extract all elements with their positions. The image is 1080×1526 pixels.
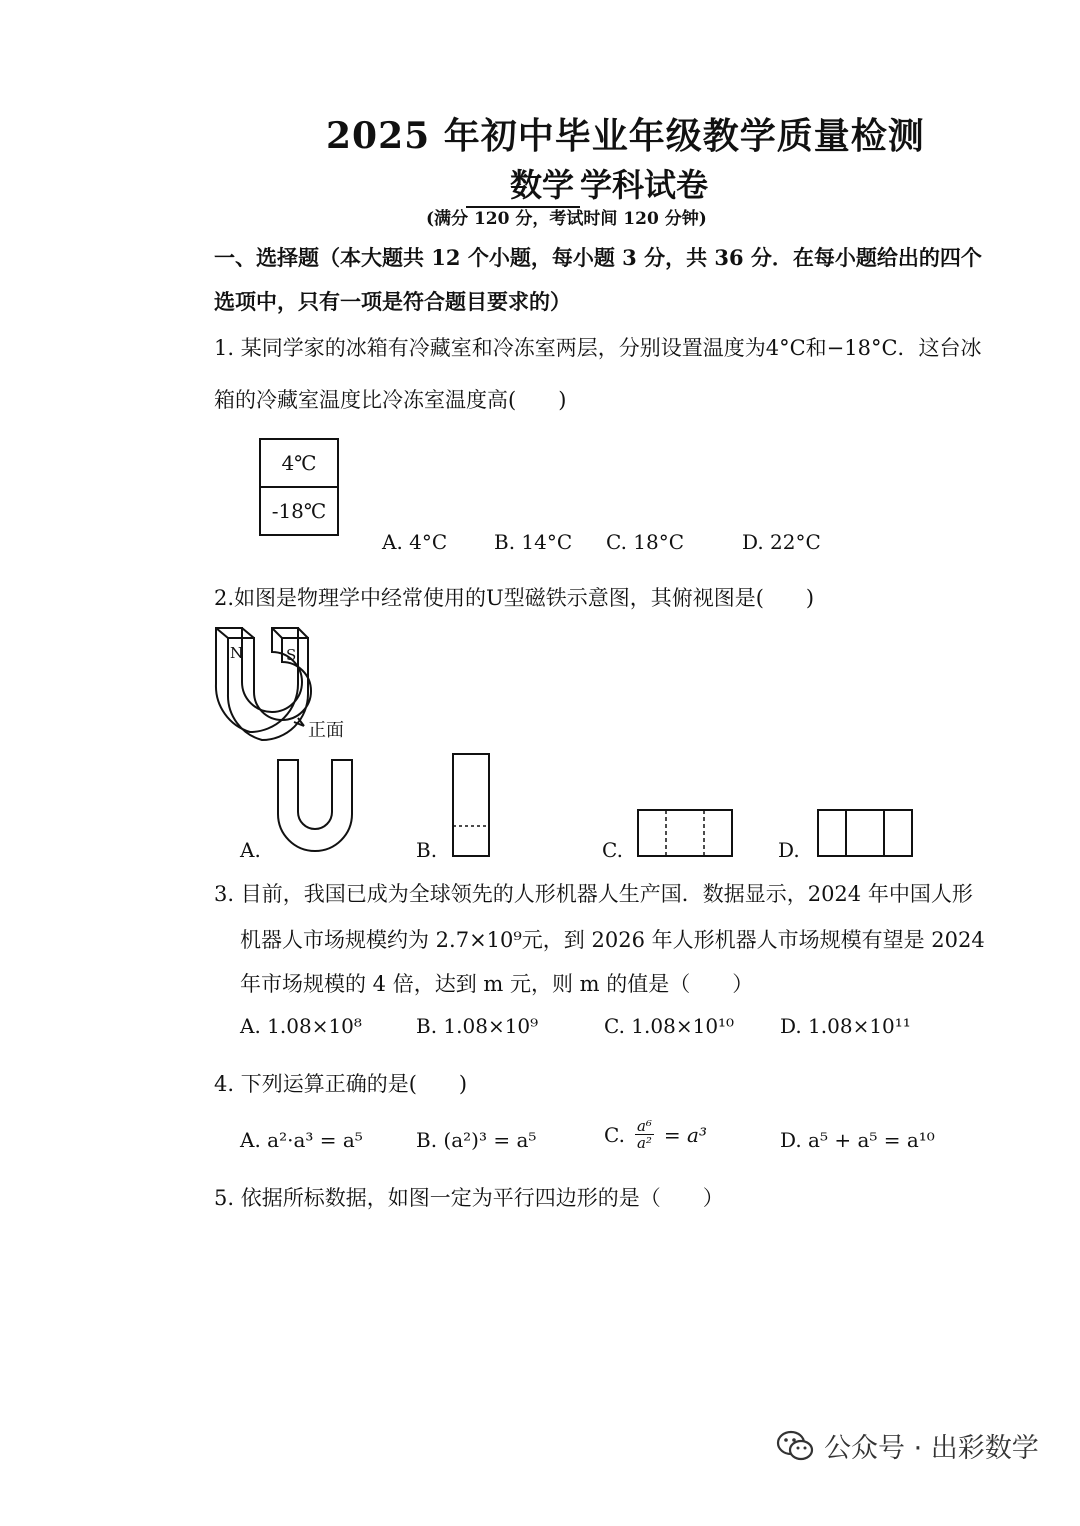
q4-option-c[interactable]: [604, 1118, 707, 1151]
q4-c-denominator: a²: [636, 1134, 652, 1152]
q1-option-c[interactable]: C. 18°C: [606, 530, 685, 554]
wechat-icon: [776, 1429, 814, 1463]
exam-note: (满分 120 分，考试时间 120 分钟): [426, 209, 707, 229]
subject-suffix: 学科试卷: [580, 166, 709, 204]
q1-stem-line1: 1. 某同学家的冰箱有冷藏室和冷冻室两层，分别设置温度为4°C和−18°C．这台冰: [214, 336, 982, 360]
q2-option-a-figure[interactable]: [274, 756, 356, 856]
subject-name: 数学: [466, 160, 580, 208]
magnet-n-label: N: [230, 644, 244, 662]
watermark-text: 公众号 · 出彩数学: [824, 1433, 1039, 1464]
q5-stem: 5. 依据所标数据，如图一定为平行四边形的是（ ）: [214, 1186, 724, 1210]
q2-stem: 2.如图是物理学中经常使用的U型磁铁示意图，其俯视图是( ): [214, 586, 815, 610]
section-heading-line2: 选项中，只有一项是符合题目要求的）: [214, 289, 571, 314]
q2-option-d-figure[interactable]: [816, 808, 914, 858]
q4-option-d[interactable]: D. a⁵ + a⁵ = a¹⁰: [780, 1128, 935, 1152]
q2-option-c-figure[interactable]: [636, 808, 734, 858]
q4-option-b[interactable]: B. (a²)³ = a⁵: [416, 1128, 537, 1152]
q2-option-c-label[interactable]: C.: [602, 838, 623, 862]
fridge-bottom-label: -18℃: [271, 499, 327, 523]
q4-option-c-fraction: [635, 1118, 654, 1151]
q2-option-b-label[interactable]: B.: [416, 838, 438, 862]
q3-stem-line2: 机器人市场规模约为 2.7×10⁹元，到 2026 年人形机器人市场规模有望是 2024: [240, 928, 985, 952]
q3-option-b[interactable]: B. 1.08×10⁹: [416, 1014, 539, 1038]
u-magnet-figure: [208, 622, 368, 746]
q3-stem-line3: 年市场规模的 4 倍，达到 m 元，则 m 的值是（ ）: [240, 972, 754, 996]
q4-c-rhs: = a³: [663, 1122, 707, 1147]
q4-c-numerator: a⁶: [636, 1117, 652, 1135]
fridge-top-label: 4℃: [261, 440, 337, 488]
q4-stem: 4. 下列运算正确的是( ): [214, 1072, 468, 1096]
q2-option-b-figure[interactable]: [451, 752, 491, 858]
q2-option-a-label[interactable]: A.: [240, 838, 261, 862]
q1-stem-line2: 箱的冷藏室温度比冷冻室温度高( ): [214, 388, 567, 412]
watermark: [776, 1426, 1039, 1465]
q1-option-a[interactable]: A. 4°C: [382, 530, 448, 554]
q3-option-c[interactable]: C. 1.08×10¹⁰: [604, 1014, 735, 1038]
q1-option-b[interactable]: B. 14°C: [494, 530, 573, 554]
q1-option-d[interactable]: D. 22°C: [742, 530, 821, 554]
section-heading-line1: 一、选择题（本大题共 12 个小题，每小题 3 分，共 36 分．在每小题给出的四个: [214, 245, 982, 270]
q3-option-d[interactable]: D. 1.08×10¹¹: [780, 1014, 911, 1038]
fridge-diagram: [259, 438, 339, 536]
exam-subtitle: [466, 160, 708, 208]
front-label: 正面: [308, 720, 344, 741]
q4-option-c-label: C.: [604, 1122, 625, 1147]
exam-title: 2025 年初中毕业年级教学质量检测: [326, 115, 925, 157]
q3-option-a[interactable]: A. 1.08×10⁸: [240, 1014, 362, 1038]
q3-stem-line1: 3. 目前，我国已成为全球领先的人形机器人生产国．数据显示，2024 年中国人形: [214, 882, 973, 906]
q4-option-a[interactable]: A. a²·a³ = a⁵: [240, 1128, 363, 1152]
q2-option-d-label[interactable]: D.: [778, 838, 800, 862]
magnet-s-label: S: [286, 646, 297, 664]
